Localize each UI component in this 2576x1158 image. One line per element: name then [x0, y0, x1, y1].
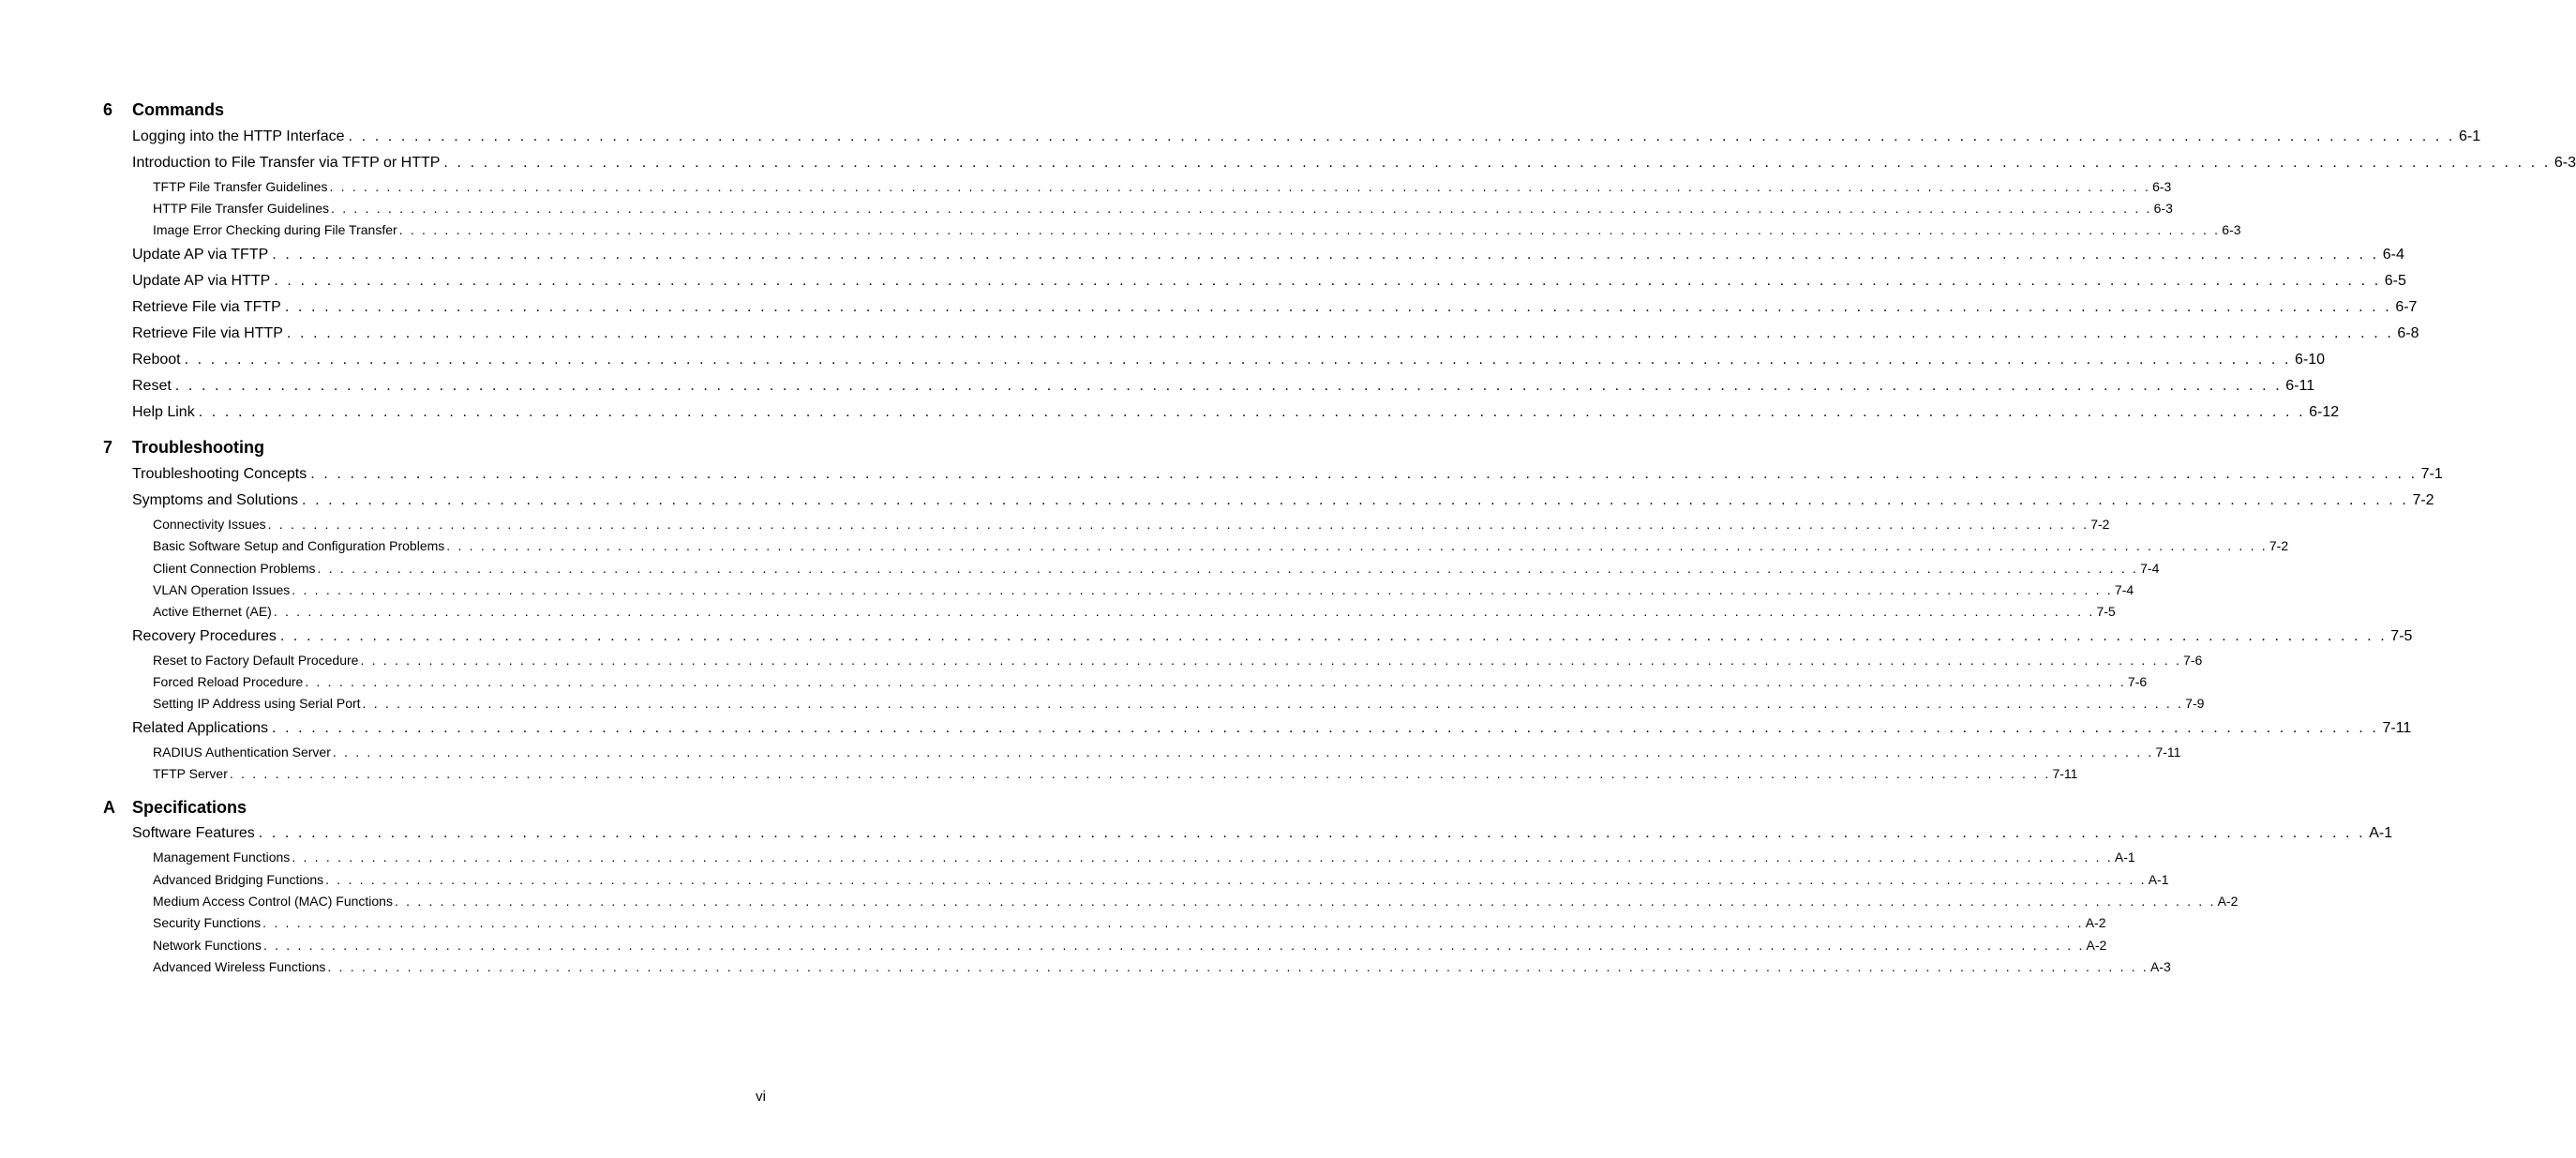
- toc-section-entry[interactable]: [132, 154, 2576, 173]
- entry-page-number: 7-4: [2114, 582, 2134, 597]
- toc-section-entry[interactable]: [132, 824, 2393, 843]
- entry-page-number: A-3: [2150, 959, 2171, 974]
- toc-section-entry[interactable]: [132, 465, 2443, 484]
- entry-page-number: 6-12: [2309, 404, 2340, 420]
- entry-page-number: A-1: [2369, 825, 2393, 841]
- dot-leader: . . . . . . . . . . . . . . . . . . . . . . . . . . . . . . . . . . . . . . . . . . . . . . . . . . . . . . . . . . . . . . . . . . . . . . . . . . . . . . . . . . . . . . . . . . . . . . . . . . . . . . . . . . . . . . . . . . . . . . . . . . . . . . . . . . . . . . . . . . . . . . . . . . . . . . . . . . . . . . . .: [348, 128, 2455, 144]
- toc-section-entry[interactable]: [132, 491, 2434, 510]
- chapter-number: A: [103, 798, 115, 817]
- entry-page-number: 7-2: [2269, 538, 2289, 553]
- toc-subsection-entry[interactable]: [153, 221, 2241, 238]
- entry-title: Software Features: [132, 825, 255, 841]
- toc-subsection-entry[interactable]: [153, 603, 2116, 620]
- chapter-heading: [103, 99, 224, 120]
- entry-page-number: 7-11: [2155, 744, 2181, 759]
- page-number: vi: [756, 1089, 766, 1105]
- entry-title: Retrieve File via HTTP: [132, 325, 283, 341]
- entry-title: Update AP via HTTP: [132, 273, 271, 289]
- toc-subsection-entry[interactable]: [153, 673, 2148, 690]
- entry-page-number: 7-2: [2412, 492, 2434, 508]
- dot-leader: . . . . . . . . . . . . . . . . . . . . . . . . . . . . . . . . . . . . . . . . . . . . . . . . . . . . . . . . . . . . . . . . . . . . . . . . . . . . . . . . . . . . . . . . . . . . . . . . . . . . . . . . . . . . . . . . . . . . . . . . . . . . . . . . . . . . . . . . . . . . . . . . . . . . . . . . . . . . . . . .: [398, 222, 2221, 237]
- entry-title: Forced Reload Procedure: [153, 674, 304, 689]
- entry-title: Network Functions: [153, 938, 262, 953]
- toc-section-entry[interactable]: [132, 272, 2406, 291]
- entry-page-number: 7-2: [2090, 517, 2110, 532]
- entry-page-number: 7-4: [2140, 561, 2160, 576]
- toc-subsection-entry[interactable]: [153, 200, 2173, 217]
- entry-title: Related Applications: [132, 720, 268, 736]
- dot-leader: . . . . . . . . . . . . . . . . . . . . . . . . . . . . . . . . . . . . . . . . . . . . . . . . . . . . . . . . . . . . . . . . . . . . . . . . . . . . . . . . . . . . . . . . . . . . . . . . . . . . . . . . . . . . . . . . . . . . . . . . . . . . . . . . . . . . . . . . . . . . . . . . . . . . . . . . . . . . . . . .: [332, 744, 2154, 759]
- dot-leader: . . . . . . . . . . . . . . . . . . . . . . . . . . . . . . . . . . . . . . . . . . . . . . . . . . . . . . . . . . . . . . . . . . . . . . . . . . . . . . . . . . . . . . . . . . . . . . . . . . . . . . . . . . . . . . . . . . . . . . . . . . . . . . . . . . . . . . . . . . . . . . . . . . . . . . . . . . . . . . . .: [272, 247, 2379, 263]
- entry-page-number: A-2: [2085, 915, 2106, 930]
- entry-title: TFTP Server: [153, 766, 228, 781]
- entry-page-number: A-2: [2217, 894, 2239, 909]
- entry-title: Setting IP Address using Serial Port: [153, 696, 361, 711]
- toc-subsection-entry[interactable]: [153, 893, 2239, 910]
- toc-subsection-entry[interactable]: [153, 560, 2160, 577]
- entry-title: Security Functions: [153, 915, 262, 930]
- entry-page-number: 7-6: [2127, 674, 2148, 689]
- toc-subsection-entry[interactable]: [153, 695, 2205, 712]
- chapter-title: Commands: [132, 100, 225, 119]
- entry-title: Active Ethernet (AE): [153, 604, 272, 619]
- dot-leader: . . . . . . . . . . . . . . . . . . . . . . . . . . . . . . . . . . . . . . . . . . . . . . . . . . . . . . . . . . . . . . . . . . . . . . . . . . . . . . . . . . . . . . . . . . . . . . . . . . . . . . . . . . . . . . . . . . . . . . . . . . . . . . . . . . . . . . . . . . . . . . . . . . . . . . . . . . . . . . . .: [327, 959, 2149, 974]
- dot-leader: . . . . . . . . . . . . . . . . . . . . . . . . . . . . . . . . . . . . . . . . . . . . . . . . . . . . . . . . . . . . . . . . . . . . . . . . . . . . . . . . . . . . . . . . . . . . . . . . . . . . . . . . . . . . . . . . . . . . . . . . . . . . . . . . . . . . . . . . . . . . . . . . . . . . . . . . . . . . . . . .: [317, 561, 2139, 576]
- toc-section-entry[interactable]: [132, 719, 2412, 738]
- entry-page-number: 6-3: [2153, 201, 2173, 216]
- dot-leader: . . . . . . . . . . . . . . . . . . . . . . . . . . . . . . . . . . . . . . . . . . . . . . . . . . . . . . . . . . . . . . . . . . . . . . . . . . . . . . . . . . . . . . . . . . . . . . . . . . . . . . . . . . . . . . . . . . . . . . . . . . . . . . . . . . . . . . . . . . . . . . . . . . . . . . . . . . . . . . . .: [362, 696, 2184, 711]
- entry-title: Recovery Procedures: [132, 628, 277, 644]
- entry-page-number: 7-5: [2390, 628, 2413, 644]
- dot-leader: . . . . . . . . . . . . . . . . . . . . . . . . . . . . . . . . . . . . . . . . . . . . . . . . . . . . . . . . . . . . . . . . . . . . . . . . . . . . . . . . . . . . . . . . . . . . . . . . . . . . . . . . . . . . . . . . . . . . . . . . . . . . . . . . . . . . . . . . . . . . . . . . . . . . . . . . . . . . . . . .: [274, 273, 2381, 289]
- dot-leader: . . . . . . . . . . . . . . . . . . . . . . . . . . . . . . . . . . . . . . . . . . . . . . . . . . . . . . . . . . . . . . . . . . . . . . . . . . . . . . . . . . . . . . . . . . . . . . . . . . . . . . . . . . . . . . . . . . . . . . . . . . . . . . . . . . . . . . . . . . . . . . . . . . . . . . . . . . . . . . . .: [184, 352, 2292, 368]
- toc-subsection-entry[interactable]: [153, 652, 2203, 669]
- dot-leader: . . . . . . . . . . . . . . . . . . . . . . . . . . . . . . . . . . . . . . . . . . . . . . . . . . . . . . . . . . . . . . . . . . . . . . . . . . . . . . . . . . . . . . . . . . . . . . . . . . . . . . . . . . . . . . . . . . . . . . . . . . . . . . . . . . . . . . . . . . . . . . . . . . . . . . . . . . . . . . . .: [258, 825, 2366, 841]
- entry-page-number: 7-6: [2183, 653, 2203, 668]
- entry-title: Connectivity Issues: [153, 517, 266, 532]
- toc-section-entry[interactable]: [132, 403, 2340, 422]
- entry-title: Reset to Factory Default Procedure: [153, 653, 359, 668]
- dot-leader: . . . . . . . . . . . . . . . . . . . . . . . . . . . . . . . . . . . . . . . . . . . . . . . . . . . . . . . . . . . . . . . . . . . . . . . . . . . . . . . . . . . . . . . . . . . . . . . . . . . . . . . . . . . . . . . . . . . . . . . . . . . . . . . . . . . . . . . . . . . . . . . . . . . . . . . . . . . . . . . .: [286, 325, 2394, 341]
- entry-title: Introduction to File Transfer via TFTP or HTTP: [132, 155, 441, 171]
- entry-title: Advanced Wireless Functions: [153, 959, 326, 974]
- dot-leader: . . . . . . . . . . . . . . . . . . . . . . . . . . . . . . . . . . . . . . . . . . . . . . . . . . . . . . . . . . . . . . . . . . . . . . . . . . . . . . . . . . . . . . . . . . . . . . . . . . . . . . . . . . . . . . . . . . . . . . . . . . . . . . . . . . . . . . . . . . . . . . . . . . . . . . . . . . . . . . . .: [292, 582, 2113, 597]
- toc-section-entry[interactable]: [132, 298, 2418, 317]
- toc-section-entry[interactable]: [132, 351, 2326, 369]
- entry-title: Troubleshooting Concepts: [132, 466, 307, 482]
- chapter-title: Troubleshooting: [132, 438, 264, 457]
- toc-subsection-entry[interactable]: [153, 178, 2172, 195]
- chapter-heading: [103, 797, 247, 818]
- dot-leader: . . . . . . . . . . . . . . . . . . . . . . . . . . . . . . . . . . . . . . . . . . . . . . . . . . . . . . . . . . . . . . . . . . . . . . . . . . . . . . . . . . . . . . . . . . . . . . . . . . . . . . . . . . . . . . . . . . . . . . . . . . . . . . . . . . . . . . . . . . . . . . . . . . . . . . . . . . . . . . . .: [229, 766, 2051, 781]
- dot-leader: . . . . . . . . . . . . . . . . . . . . . . . . . . . . . . . . . . . . . . . . . . . . . . . . . . . . . . . . . . . . . . . . . . . . . . . . . . . . . . . . . . . . . . . . . . . . . . . . . . . . . . . . . . . . . . . . . . . . . . . . . . . . . . . . . . . . . . . . . . . . . . . . . . . . . . . . . . . . . . . .: [284, 299, 2392, 315]
- dot-leader: . . . . . . . . . . . . . . . . . . . . . . . . . . . . . . . . . . . . . . . . . . . . . . . . . . . . . . . . . . . . . . . . . . . . . . . . . . . . . . . . . . . . . . . . . . . . . . . . . . . . . . . . . . . . . . . . . . . . . . . . . . . . . . . . . . . . . . . . . . . . . . . . . . . . . . . . . . . . . . . .: [331, 201, 2152, 216]
- entry-title: Retrieve File via TFTP: [132, 299, 281, 315]
- entry-page-number: 6-8: [2397, 325, 2419, 341]
- toc-subsection-entry[interactable]: [153, 516, 2110, 533]
- toc-subsection-entry[interactable]: [153, 744, 2181, 760]
- dot-leader: . . . . . . . . . . . . . . . . . . . . . . . . . . . . . . . . . . . . . . . . . . . . . . . . . . . . . . . . . . . . . . . . . . . . . . . . . . . . . . . . . . . . . . . . . . . . . . . . . . . . . . . . . . . . . . . . . . . . . . . . . . . . . . . . . . . . . . . . . . . . . . . . . . . . . . . . . . . . . . . .: [394, 894, 2216, 909]
- entry-title: VLAN Operation Issues: [153, 582, 291, 597]
- dot-leader: . . . . . . . . . . . . . . . . . . . . . . . . . . . . . . . . . . . . . . . . . . . . . . . . . . . . . . . . . . . . . . . . . . . . . . . . . . . . . . . . . . . . . . . . . . . . . . . . . . . . . . . . . . . . . . . . . . . . . . . . . . . . . . . . . . . . . . . . . . . . . . . . . . . . . . . . . . . . . . . .: [267, 517, 2089, 532]
- dot-leader: . . . . . . . . . . . . . . . . . . . . . . . . . . . . . . . . . . . . . . . . . . . . . . . . . . . . . . . . . . . . . . . . . . . . . . . . . . . . . . . . . . . . . . . . . . . . . . . . . . . . . . . . . . . . . . . . . . . . . . . . . . . . . . . . . . . . . . . . . . . . . . . . . . . . . . . . . . . . . . . .: [273, 604, 2095, 619]
- toc-subsection-entry[interactable]: [153, 871, 2169, 888]
- dot-leader: . . . . . . . . . . . . . . . . . . . . . . . . . . . . . . . . . . . . . . . . . . . . . . . . . . . . . . . . . . . . . . . . . . . . . . . . . . . . . . . . . . . . . . . . . . . . . . . . . . . . . . . . . . . . . . . . . . . . . . . . . . . . . . . . . . . . . . . . . . . . . . . . . . . . . . . . . . . . . . . .: [329, 179, 2151, 194]
- dot-leader: . . . . . . . . . . . . . . . . . . . . . . . . . . . . . . . . . . . . . . . . . . . . . . . . . . . . . . . . . . . . . . . . . . . . . . . . . . . . . . . . . . . . . . . . . . . . . . . . . . . . . . . . . . . . . . . . . . . . . . . . . . . . . . . . . . . . . . . . . . . . . . . . . . . . . . . . . . . . . . . .: [446, 538, 2268, 553]
- toc-section-entry[interactable]: [132, 627, 2413, 646]
- entry-page-number: 6-7: [2395, 299, 2418, 315]
- entry-title: Update AP via TFTP: [132, 247, 269, 263]
- dot-leader: . . . . . . . . . . . . . . . . . . . . . . . . . . . . . . . . . . . . . . . . . . . . . . . . . . . . . . . . . . . . . . . . . . . . . . . . . . . . . . . . . . . . . . . . . . . . . . . . . . . . . . . . . . . . . . . . . . . . . . . . . . . . . . . . . . . . . . . . . . . . . . . . . . . . . . . . . . . . . . . .: [174, 378, 2283, 394]
- dot-leader: . . . . . . . . . . . . . . . . . . . . . . . . . . . . . . . . . . . . . . . . . . . . . . . . . . . . . . . . . . . . . . . . . . . . . . . . . . . . . . . . . . . . . . . . . . . . . . . . . . . . . . . . . . . . . . . . . . . . . . . . . . . . . . . . . . . . . . . . . . . . . . . . . . . . . . . . . . . . . . . .: [325, 872, 2147, 887]
- entry-page-number: 6-3: [2152, 179, 2172, 194]
- dot-leader: . . . . . . . . . . . . . . . . . . . . . . . . . . . . . . . . . . . . . . . . . . . . . . . . . . . . . . . . . . . . . . . . . . . . . . . . . . . . . . . . . . . . . . . . . . . . . . . . . . . . . . . . . . . . . . . . . . . . . . . . . . . . . . . . . . . . . . . . . . . . . . . . . . . . . . . . . . . . . . . .: [443, 155, 2551, 171]
- entry-page-number: 6-4: [2382, 247, 2404, 263]
- entry-page-number: 7-5: [2096, 604, 2116, 619]
- toc-section-entry[interactable]: [132, 128, 2481, 146]
- entry-title: RADIUS Authentication Server: [153, 744, 331, 759]
- entry-page-number: 6-3: [2222, 222, 2241, 237]
- entry-title: Client Connection Problems: [153, 561, 316, 576]
- entry-page-number: 7-11: [2052, 766, 2078, 781]
- entry-title: Symptoms and Solutions: [132, 492, 298, 508]
- dot-leader: . . . . . . . . . . . . . . . . . . . . . . . . . . . . . . . . . . . . . . . . . . . . . . . . . . . . . . . . . . . . . . . . . . . . . . . . . . . . . . . . . . . . . . . . . . . . . . . . . . . . . . . . . . . . . . . . . . . . . . . . . . . . . . . . . . . . . . . . . . . . . . . . . . . . . . . . . . . . . . . .: [198, 404, 2306, 420]
- entry-title: HTTP File Transfer Guidelines: [153, 201, 330, 216]
- toc-subsection-entry[interactable]: [153, 765, 2078, 782]
- entry-page-number: A-1: [2148, 872, 2169, 887]
- entry-title: Management Functions: [153, 850, 291, 865]
- entry-title: Basic Software Setup and Configuration Problems: [153, 538, 445, 553]
- toc-section-entry[interactable]: [132, 246, 2404, 264]
- dot-leader: . . . . . . . . . . . . . . . . . . . . . . . . . . . . . . . . . . . . . . . . . . . . . . . . . . . . . . . . . . . . . . . . . . . . . . . . . . . . . . . . . . . . . . . . . . . . . . . . . . . . . . . . . . . . . . . . . . . . . . . . . . . . . . . . . . . . . . . . . . . . . . . . . . . . . . . . . . . . . . . .: [301, 492, 2409, 508]
- entry-page-number: 7-11: [2382, 720, 2412, 736]
- toc-subsection-entry[interactable]: [153, 537, 2289, 554]
- entry-page-number: 7-1: [2420, 466, 2443, 482]
- toc-subsection-entry[interactable]: [153, 849, 2135, 865]
- chapter-number: 6: [103, 100, 113, 119]
- entry-page-number: 6-5: [2384, 273, 2406, 289]
- entry-title: Reboot: [132, 352, 181, 368]
- dot-leader: . . . . . . . . . . . . . . . . . . . . . . . . . . . . . . . . . . . . . . . . . . . . . . . . . . . . . . . . . . . . . . . . . . . . . . . . . . . . . . . . . . . . . . . . . . . . . . . . . . . . . . . . . . . . . . . . . . . . . . . . . . . . . . . . . . . . . . . . . . . . . . . . . . . . . . . . . . . . . . . .: [360, 653, 2182, 668]
- entry-page-number: 6-11: [2285, 378, 2315, 394]
- entry-title: Reset: [132, 378, 172, 394]
- entry-title: Image Error Checking during File Transfer: [153, 222, 397, 237]
- entry-page-number: A-2: [2086, 938, 2107, 953]
- entry-page-number: 7-9: [2185, 696, 2205, 711]
- entry-page-number: 6-10: [2295, 352, 2326, 368]
- entry-page-number: 6-1: [2458, 128, 2481, 144]
- chapter-number: 7: [103, 438, 113, 457]
- toc-section-entry[interactable]: [132, 324, 2419, 343]
- toc-section-entry[interactable]: [132, 377, 2315, 396]
- chapter-title: Specifications: [132, 798, 247, 817]
- entry-title: Help Link: [132, 404, 195, 420]
- toc-subsection-entry[interactable]: [153, 581, 2134, 598]
- entry-page-number: 6-3: [2554, 155, 2576, 171]
- dot-leader: . . . . . . . . . . . . . . . . . . . . . . . . . . . . . . . . . . . . . . . . . . . . . . . . . . . . . . . . . . . . . . . . . . . . . . . . . . . . . . . . . . . . . . . . . . . . . . . . . . . . . . . . . . . . . . . . . . . . . . . . . . . . . . . . . . . . . . . . . . . . . . . . . . . . . . . . . . . . . . . .: [271, 720, 2379, 736]
- dot-leader: . . . . . . . . . . . . . . . . . . . . . . . . . . . . . . . . . . . . . . . . . . . . . . . . . . . . . . . . . . . . . . . . . . . . . . . . . . . . . . . . . . . . . . . . . . . . . . . . . . . . . . . . . . . . . . . . . . . . . . . . . . . . . . . . . . . . . . . . . . . . . . . . . . . . . . . . . . . . . . . .: [262, 915, 2084, 930]
- dot-leader: . . . . . . . . . . . . . . . . . . . . . . . . . . . . . . . . . . . . . . . . . . . . . . . . . . . . . . . . . . . . . . . . . . . . . . . . . . . . . . . . . . . . . . . . . . . . . . . . . . . . . . . . . . . . . . . . . . . . . . . . . . . . . . . . . . . . . . . . . . . . . . . . . . . . . . . . . . . . . . . .: [279, 628, 2388, 644]
- toc-subsection-entry[interactable]: [153, 958, 2171, 975]
- dot-leader: . . . . . . . . . . . . . . . . . . . . . . . . . . . . . . . . . . . . . . . . . . . . . . . . . . . . . . . . . . . . . . . . . . . . . . . . . . . . . . . . . . . . . . . . . . . . . . . . . . . . . . . . . . . . . . . . . . . . . . . . . . . . . . . . . . . . . . . . . . . . . . . . . . . . . . . . . . . . . . . .: [262, 938, 2085, 953]
- toc-subsection-entry[interactable]: [153, 937, 2107, 954]
- chapter-heading: [103, 437, 264, 458]
- entry-title: TFTP File Transfer Guidelines: [153, 179, 328, 194]
- entry-title: Logging into the HTTP Interface: [132, 128, 345, 144]
- dot-leader: . . . . . . . . . . . . . . . . . . . . . . . . . . . . . . . . . . . . . . . . . . . . . . . . . . . . . . . . . . . . . . . . . . . . . . . . . . . . . . . . . . . . . . . . . . . . . . . . . . . . . . . . . . . . . . . . . . . . . . . . . . . . . . . . . . . . . . . . . . . . . . . . . . . . . . . . . . . . . . . .: [310, 466, 2418, 482]
- toc-subsection-entry[interactable]: [153, 914, 2106, 931]
- entry-title: Advanced Bridging Functions: [153, 872, 324, 887]
- entry-page-number: A-1: [2114, 850, 2135, 865]
- entry-title: Medium Access Control (MAC) Functions: [153, 894, 393, 909]
- dot-leader: . . . . . . . . . . . . . . . . . . . . . . . . . . . . . . . . . . . . . . . . . . . . . . . . . . . . . . . . . . . . . . . . . . . . . . . . . . . . . . . . . . . . . . . . . . . . . . . . . . . . . . . . . . . . . . . . . . . . . . . . . . . . . . . . . . . . . . . . . . . . . . . . . . . . . . . . . . . . . . . .: [292, 850, 2113, 865]
- dot-leader: . . . . . . . . . . . . . . . . . . . . . . . . . . . . . . . . . . . . . . . . . . . . . . . . . . . . . . . . . . . . . . . . . . . . . . . . . . . . . . . . . . . . . . . . . . . . . . . . . . . . . . . . . . . . . . . . . . . . . . . . . . . . . . . . . . . . . . . . . . . . . . . . . . . . . . . . . . . . . . . .: [305, 674, 2126, 689]
